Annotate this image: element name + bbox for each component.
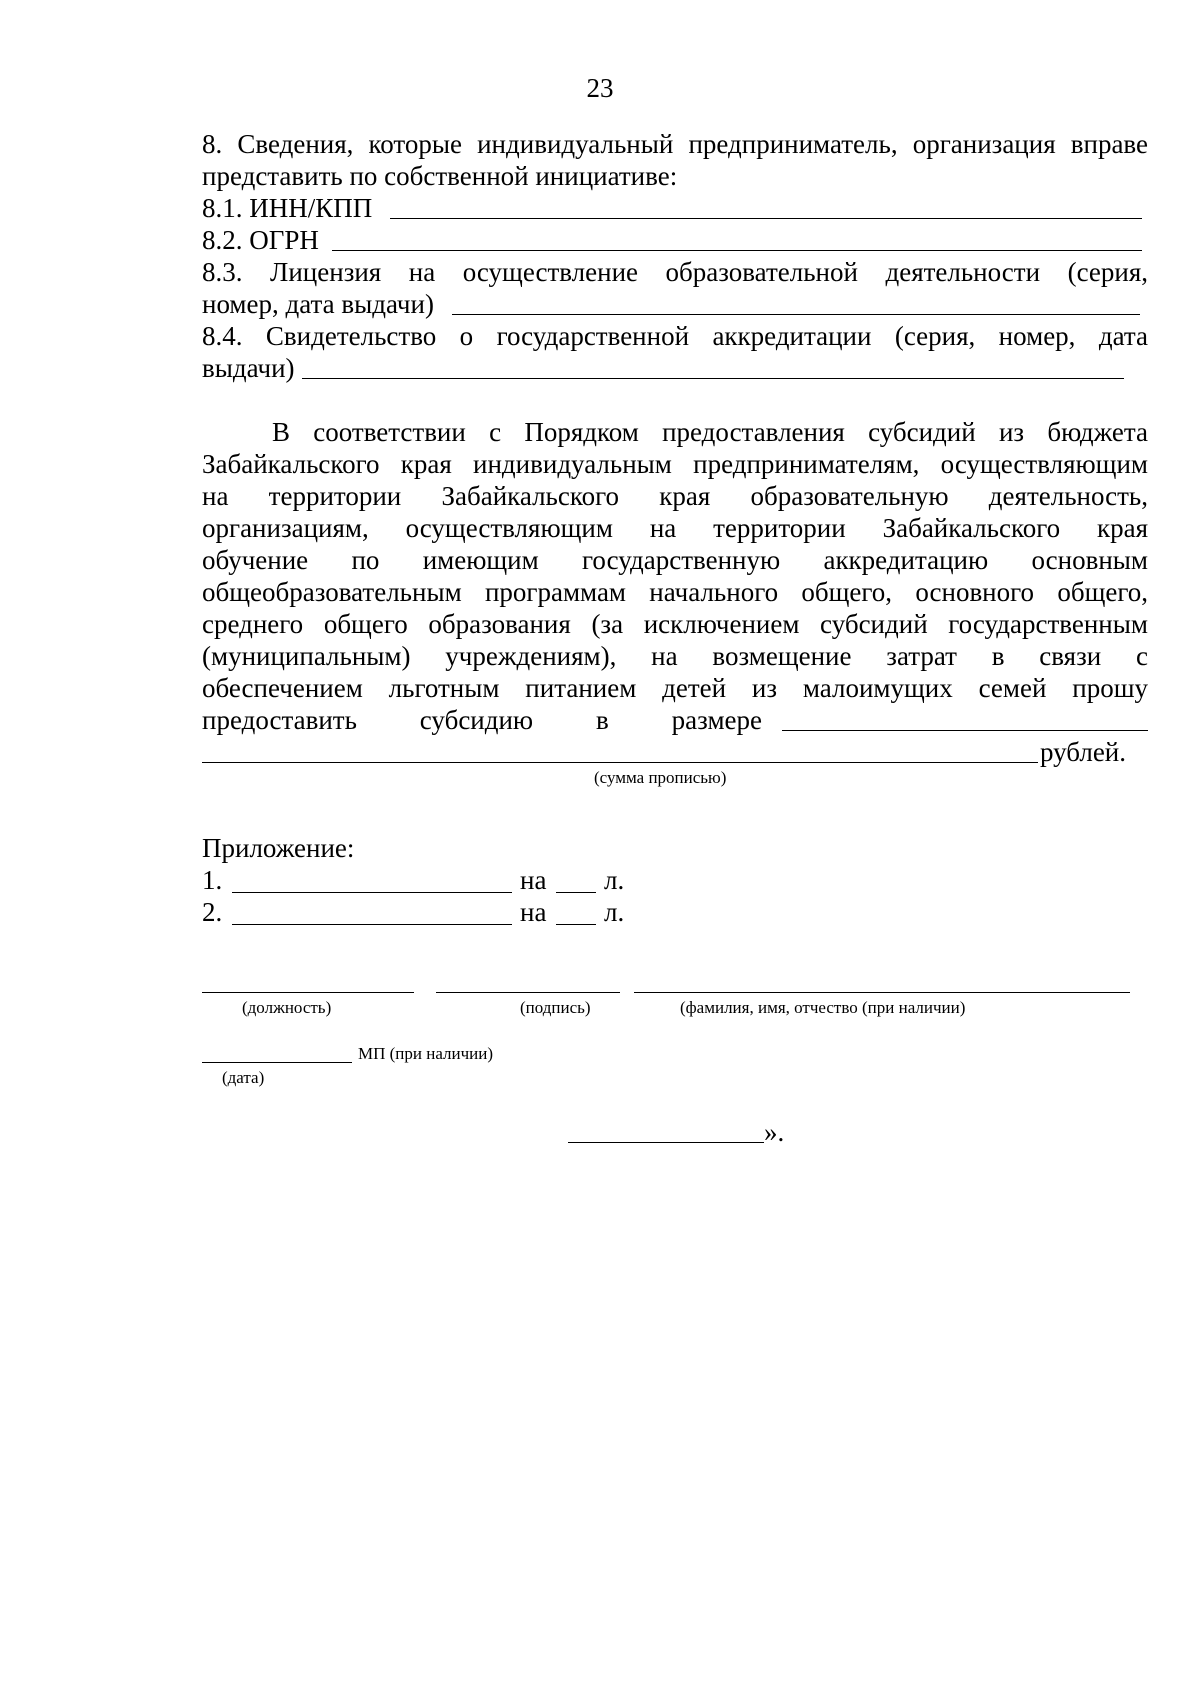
closing-mark: ». — [764, 1117, 785, 1147]
full-name-field[interactable] — [634, 992, 1130, 993]
request-line-8: (муниципальным) учреждениям), на возмещение затрат в связи с — [202, 641, 1148, 671]
attachment-1-sheets-label: л. — [604, 865, 625, 895]
accreditation-line2: выдачи) — [202, 353, 295, 383]
position-field[interactable] — [202, 992, 414, 993]
closing-field[interactable] — [568, 1142, 764, 1143]
attachment-1-on: на — [520, 865, 547, 895]
accreditation-line1: 8.4. Свидетельство о государственной аккредитации (серия, номер, дата — [202, 321, 1148, 351]
inn-kpp-field[interactable] — [390, 218, 1142, 219]
request-line-3: на территории Забайкальского края образовательную деятельность, — [202, 481, 1148, 511]
attachment-1-name-field[interactable] — [232, 892, 512, 893]
attachment-2-name-field[interactable] — [232, 924, 512, 925]
attachment-2-sheets-field[interactable] — [556, 924, 596, 925]
request-line-6: общеобразовательным программам начального общего, основного общего, — [202, 577, 1148, 607]
attachment-1-sheets-field[interactable] — [556, 892, 596, 893]
attachment-2-on: на — [520, 897, 547, 927]
license-line1: 8.3. Лицензия на осуществление образовательной деятельности (серия, — [202, 257, 1148, 287]
inn-kpp-label: 8.1. ИНН/КПП — [202, 193, 373, 223]
request-line-7: среднего общего образования (за исключением субсидий государственным — [202, 609, 1148, 639]
request-line-5: обучение по имеющим государственную аккредитацию основным — [202, 545, 1148, 575]
page-number: 23 — [586, 73, 614, 103]
date-caption: (дата) — [222, 1068, 265, 1087]
license-field[interactable] — [452, 314, 1140, 315]
license-line2: номер, дата выдачи) — [202, 289, 434, 319]
ogrn-label: 8.2. ОГРН — [202, 225, 319, 255]
request-line-4: организациям, осуществляющим на территории Забайкальского края — [202, 513, 1148, 543]
amount-words-field[interactable] — [202, 762, 1038, 763]
accreditation-field[interactable] — [302, 378, 1124, 379]
section8-heading-line2: представить по собственной инициативе: — [202, 161, 678, 191]
attachment-2-sheets-label: л. — [604, 897, 625, 927]
signature-caption: (подпись) — [520, 998, 591, 1017]
currency-label: рублей. — [1040, 737, 1127, 767]
stamp-caption: МП (при наличии) — [358, 1044, 494, 1063]
request-line-1: В соответствии с Порядком предоставления субсидий из бюджета — [272, 417, 1148, 447]
attachment-1-number: 1. — [202, 865, 223, 895]
section8-heading-line1: 8. Сведения, которые индивидуальный предприниматель, организация вправе — [202, 129, 1148, 159]
attachments-title: Приложение: — [202, 833, 355, 863]
request-line-10: предоставить субсидию в размере — [202, 705, 762, 735]
request-line-2: Забайкальского края индивидуальным предпринимателям, осуществляющим — [202, 449, 1148, 479]
ogrn-field[interactable] — [332, 250, 1142, 251]
date-field[interactable] — [202, 1062, 352, 1063]
amount-number-field[interactable] — [782, 730, 1148, 731]
full-name-caption: (фамилия, имя, отчество (при наличии) — [680, 998, 966, 1017]
amount-caption: (сумма прописью) — [594, 768, 727, 787]
attachment-2-number: 2. — [202, 897, 223, 927]
signature-field[interactable] — [436, 992, 620, 993]
position-caption: (должность) — [242, 998, 332, 1017]
request-line-9: обеспечением льготным питанием детей из малоимущих семей прошу — [202, 673, 1148, 703]
